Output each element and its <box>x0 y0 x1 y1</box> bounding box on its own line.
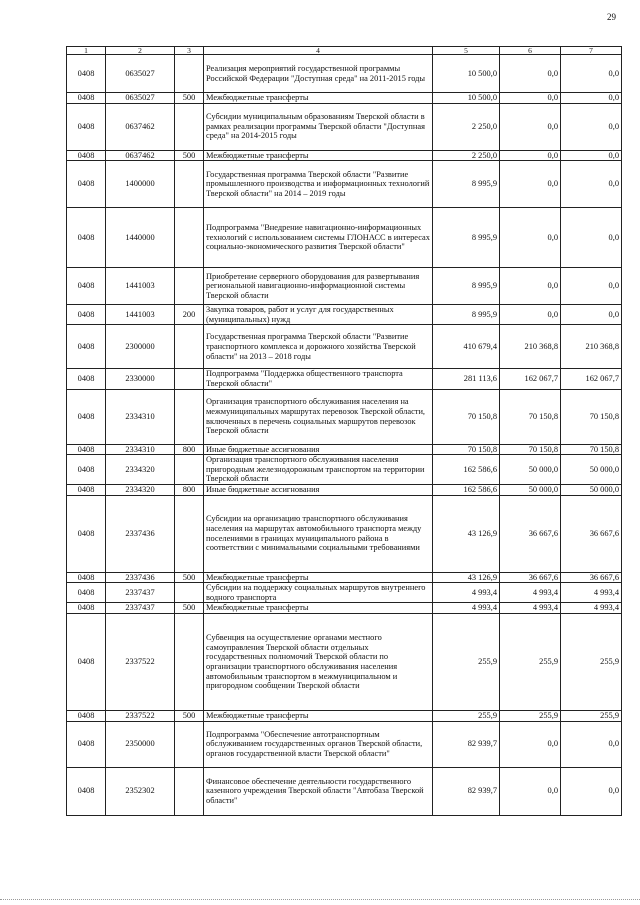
cell-col-2: 2334320 <box>106 484 175 495</box>
cell-col-2: 1441003 <box>106 305 175 325</box>
cell-col-4: Межбюджетные трансферты <box>204 710 433 721</box>
cell-col-6: 0,0 <box>500 208 561 268</box>
cell-col-7: 50 000,0 <box>561 455 622 485</box>
cell-col-6: 0,0 <box>500 55 561 93</box>
cell-col-6: 0,0 <box>500 161 561 208</box>
table-row <box>67 484 622 495</box>
cell-col-7: 255,9 <box>561 710 622 721</box>
cell-col-3 <box>175 455 204 485</box>
table-row <box>67 444 622 455</box>
table-row <box>67 369 622 389</box>
cell-col-7: 255,9 <box>561 613 622 710</box>
col-header-1: 1 <box>67 47 106 55</box>
cell-col-2: 2337436 <box>106 572 175 583</box>
cell-col-1: 0408 <box>67 484 106 495</box>
cell-col-6: 210 368,8 <box>500 325 561 369</box>
cell-col-3 <box>175 767 204 815</box>
cell-col-5: 82 939,7 <box>433 721 500 767</box>
cell-col-7: 0,0 <box>561 161 622 208</box>
cell-col-3: 500 <box>175 93 204 104</box>
cell-col-2: 0637462 <box>106 150 175 161</box>
cell-col-7: 0,0 <box>561 103 622 150</box>
table-row <box>67 325 622 369</box>
cell-col-5: 2 250,0 <box>433 103 500 150</box>
cell-col-4: Организация транспортного обслуживания населения пригородным железнодорожным транспортом на территории Тверской области <box>204 455 433 485</box>
cell-col-7: 36 667,6 <box>561 572 622 583</box>
page-number: 29 <box>607 12 616 22</box>
cell-col-3: 800 <box>175 484 204 495</box>
cell-col-3 <box>175 389 204 444</box>
cell-col-3: 500 <box>175 572 204 583</box>
cell-col-7: 0,0 <box>561 305 622 325</box>
cell-col-7: 0,0 <box>561 767 622 815</box>
table-row <box>67 495 622 572</box>
cell-col-5: 2 250,0 <box>433 150 500 161</box>
table-row <box>67 603 622 614</box>
cell-col-6: 36 667,6 <box>500 495 561 572</box>
cell-col-1: 0408 <box>67 208 106 268</box>
cell-col-7: 36 667,6 <box>561 495 622 572</box>
cell-col-1: 0408 <box>67 369 106 389</box>
cell-col-3 <box>175 161 204 208</box>
cell-col-6: 162 067,7 <box>500 369 561 389</box>
cell-col-2: 2352302 <box>106 767 175 815</box>
cell-col-3: 500 <box>175 150 204 161</box>
cell-col-2: 1440000 <box>106 208 175 268</box>
table-row <box>67 767 622 815</box>
cell-col-2: 2337437 <box>106 603 175 614</box>
cell-col-4: Субсидии на организацию транспортного обслуживания населения на маршрутах автомобильного транспорта между поселениями в границах муниципального района в соответствии с минимальными социальными требованиями <box>204 495 433 572</box>
table-row <box>67 268 622 305</box>
cell-col-3 <box>175 495 204 572</box>
cell-col-3: 200 <box>175 305 204 325</box>
table-row <box>67 55 622 93</box>
cell-col-5: 4 993,4 <box>433 603 500 614</box>
cell-col-1: 0408 <box>67 495 106 572</box>
table-row <box>67 305 622 325</box>
page-bottom-rule <box>0 899 640 902</box>
table-row <box>67 103 622 150</box>
cell-col-5: 70 150,8 <box>433 444 500 455</box>
table-row <box>67 710 622 721</box>
cell-col-6: 0,0 <box>500 767 561 815</box>
cell-col-4: Организация транспортного обслуживания населения на межмуниципальных маршрутах перевозок Тверской области, включенных в перечень социальных маршрутов перевозок Тверской области <box>204 389 433 444</box>
cell-col-6: 0,0 <box>500 268 561 305</box>
cell-col-4: Подпрограмма "Поддержка общественного транспорта Тверской области" <box>204 369 433 389</box>
cell-col-4: Подпрограмма "Внедрение навигационно-информационных технологий с использованием системы ГЛОНАСС в интересах социально-экономического развития Тверской области" <box>204 208 433 268</box>
cell-col-5: 255,9 <box>433 613 500 710</box>
cell-col-1: 0408 <box>67 103 106 150</box>
cell-col-1: 0408 <box>67 572 106 583</box>
cell-col-1: 0408 <box>67 767 106 815</box>
col-header-4: 4 <box>204 47 433 55</box>
cell-col-4: Межбюджетные трансферты <box>204 93 433 104</box>
cell-col-3: 500 <box>175 603 204 614</box>
cell-col-1: 0408 <box>67 389 106 444</box>
col-header-2: 2 <box>106 47 175 55</box>
col-header-3: 3 <box>175 47 204 55</box>
table-row <box>67 161 622 208</box>
cell-col-5: 43 126,9 <box>433 572 500 583</box>
cell-col-6: 36 667,6 <box>500 572 561 583</box>
cell-col-2: 2300000 <box>106 325 175 369</box>
cell-col-1: 0408 <box>67 721 106 767</box>
cell-col-7: 0,0 <box>561 55 622 93</box>
cell-col-4: Финансовое обеспечение деятельности государственного казенного учреждения Тверской области "Автобаза Тверской области" <box>204 767 433 815</box>
cell-col-5: 10 500,0 <box>433 93 500 104</box>
cell-col-6: 70 150,8 <box>500 389 561 444</box>
cell-col-5: 162 586,6 <box>433 455 500 485</box>
cell-col-7: 162 067,7 <box>561 369 622 389</box>
table-row <box>67 150 622 161</box>
cell-col-7: 0,0 <box>561 268 622 305</box>
cell-col-4: Реализация мероприятий государственной программы Российской Федерации "Доступная среда" на 2011-2015 годы <box>204 55 433 93</box>
cell-col-2: 2350000 <box>106 721 175 767</box>
cell-col-6: 0,0 <box>500 93 561 104</box>
cell-col-1: 0408 <box>67 268 106 305</box>
cell-col-4: Государственная программа Тверской области "Развитие промышленного производства и информационных технологий Тверской области" на 2014 – 2019 годы <box>204 161 433 208</box>
cell-col-4: Межбюджетные трансферты <box>204 572 433 583</box>
cell-col-2: 2334310 <box>106 389 175 444</box>
cell-col-6: 0,0 <box>500 150 561 161</box>
cell-col-1: 0408 <box>67 583 106 603</box>
cell-col-7: 70 150,8 <box>561 444 622 455</box>
cell-col-7: 50 000,0 <box>561 484 622 495</box>
cell-col-7: 4 993,4 <box>561 583 622 603</box>
cell-col-5: 410 679,4 <box>433 325 500 369</box>
cell-col-2: 2337437 <box>106 583 175 603</box>
table-row <box>67 613 622 710</box>
cell-col-7: 0,0 <box>561 93 622 104</box>
cell-col-2: 2330000 <box>106 369 175 389</box>
cell-col-4: Подпрограмма "Обеспечение автотранспортным обслуживанием государственных органов Тверской области, органов государственной власти Тверской области" <box>204 721 433 767</box>
cell-col-6: 0,0 <box>500 721 561 767</box>
cell-col-6: 4 993,4 <box>500 603 561 614</box>
cell-col-2: 2334310 <box>106 444 175 455</box>
cell-col-2: 2337522 <box>106 613 175 710</box>
cell-col-4: Закупка товаров, работ и услуг для государственных (муниципальных) нужд <box>204 305 433 325</box>
cell-col-6: 4 993,4 <box>500 583 561 603</box>
cell-col-3 <box>175 721 204 767</box>
cell-col-7: 210 368,8 <box>561 325 622 369</box>
cell-col-3 <box>175 208 204 268</box>
col-header-6: 6 <box>500 47 561 55</box>
table-row <box>67 583 622 603</box>
cell-col-3 <box>175 583 204 603</box>
cell-col-1: 0408 <box>67 444 106 455</box>
table-row <box>67 93 622 104</box>
cell-col-5: 10 500,0 <box>433 55 500 93</box>
cell-col-4: Межбюджетные трансферты <box>204 150 433 161</box>
cell-col-5: 43 126,9 <box>433 495 500 572</box>
cell-col-5: 82 939,7 <box>433 767 500 815</box>
cell-col-4: Иные бюджетные ассигнования <box>204 444 433 455</box>
cell-col-6: 255,9 <box>500 710 561 721</box>
cell-col-5: 281 113,6 <box>433 369 500 389</box>
cell-col-3: 500 <box>175 710 204 721</box>
cell-col-3 <box>175 369 204 389</box>
cell-col-7: 0,0 <box>561 150 622 161</box>
col-header-5: 5 <box>433 47 500 55</box>
cell-col-2: 1400000 <box>106 161 175 208</box>
cell-col-4: Субвенция на осуществление органами местного самоуправления Тверской области отдельных государственных полномочий Тверской области по организации транспортного обслуживания населения автомобильным транспортом в межмуниципальном и пригородном сообщении Тверской области <box>204 613 433 710</box>
budget-table <box>66 46 622 816</box>
cell-col-5: 8 995,9 <box>433 208 500 268</box>
cell-col-1: 0408 <box>67 710 106 721</box>
cell-col-6: 50 000,0 <box>500 484 561 495</box>
cell-col-1: 0408 <box>67 613 106 710</box>
table-row <box>67 721 622 767</box>
cell-col-1: 0408 <box>67 305 106 325</box>
table-body <box>67 55 622 816</box>
cell-col-5: 70 150,8 <box>433 389 500 444</box>
cell-col-3 <box>175 55 204 93</box>
cell-col-7: 70 150,8 <box>561 389 622 444</box>
cell-col-1: 0408 <box>67 93 106 104</box>
cell-col-1: 0408 <box>67 603 106 614</box>
table-header-row <box>67 47 622 55</box>
cell-col-2: 1441003 <box>106 268 175 305</box>
cell-col-3 <box>175 325 204 369</box>
cell-col-5: 8 995,9 <box>433 161 500 208</box>
cell-col-3 <box>175 268 204 305</box>
cell-col-4: Иные бюджетные ассигнования <box>204 484 433 495</box>
table-row <box>67 572 622 583</box>
cell-col-5: 8 995,9 <box>433 305 500 325</box>
cell-col-3 <box>175 103 204 150</box>
cell-col-4: Межбюджетные трансферты <box>204 603 433 614</box>
cell-col-6: 50 000,0 <box>500 455 561 485</box>
cell-col-1: 0408 <box>67 150 106 161</box>
cell-col-7: 0,0 <box>561 721 622 767</box>
cell-col-2: 2337522 <box>106 710 175 721</box>
cell-col-2: 0637462 <box>106 103 175 150</box>
cell-col-6: 255,9 <box>500 613 561 710</box>
cell-col-7: 4 993,4 <box>561 603 622 614</box>
cell-col-2: 2337436 <box>106 495 175 572</box>
cell-col-2: 0635027 <box>106 55 175 93</box>
cell-col-7: 0,0 <box>561 208 622 268</box>
table-row <box>67 455 622 485</box>
cell-col-1: 0408 <box>67 455 106 485</box>
cell-col-3: 800 <box>175 444 204 455</box>
cell-col-4: Субсидии муниципальным образованиям Тверской области в рамках реализации программы Тверской области "Доступная среда" на 2014-2015 годы <box>204 103 433 150</box>
cell-col-4: Государственная программа Тверской области "Развитие транспортного комплекса и дорожного хозяйства Тверской области" на 2013 – 2018 годы <box>204 325 433 369</box>
cell-col-3 <box>175 613 204 710</box>
cell-col-6: 0,0 <box>500 103 561 150</box>
cell-col-2: 0635027 <box>106 93 175 104</box>
table-row <box>67 208 622 268</box>
cell-col-1: 0408 <box>67 55 106 93</box>
cell-col-5: 162 586,6 <box>433 484 500 495</box>
cell-col-1: 0408 <box>67 325 106 369</box>
cell-col-6: 70 150,8 <box>500 444 561 455</box>
cell-col-4: Субсидии на поддержку социальных маршрутов внутреннего водного транспорта <box>204 583 433 603</box>
cell-col-5: 255,9 <box>433 710 500 721</box>
cell-col-5: 4 993,4 <box>433 583 500 603</box>
cell-col-2: 2334320 <box>106 455 175 485</box>
cell-col-1: 0408 <box>67 161 106 208</box>
cell-col-4: Приобретение серверного оборудования для развертывания региональной навигационно-информационной системы Тверской области <box>204 268 433 305</box>
col-header-7: 7 <box>561 47 622 55</box>
table-row <box>67 389 622 444</box>
cell-col-5: 8 995,9 <box>433 268 500 305</box>
cell-col-6: 0,0 <box>500 305 561 325</box>
